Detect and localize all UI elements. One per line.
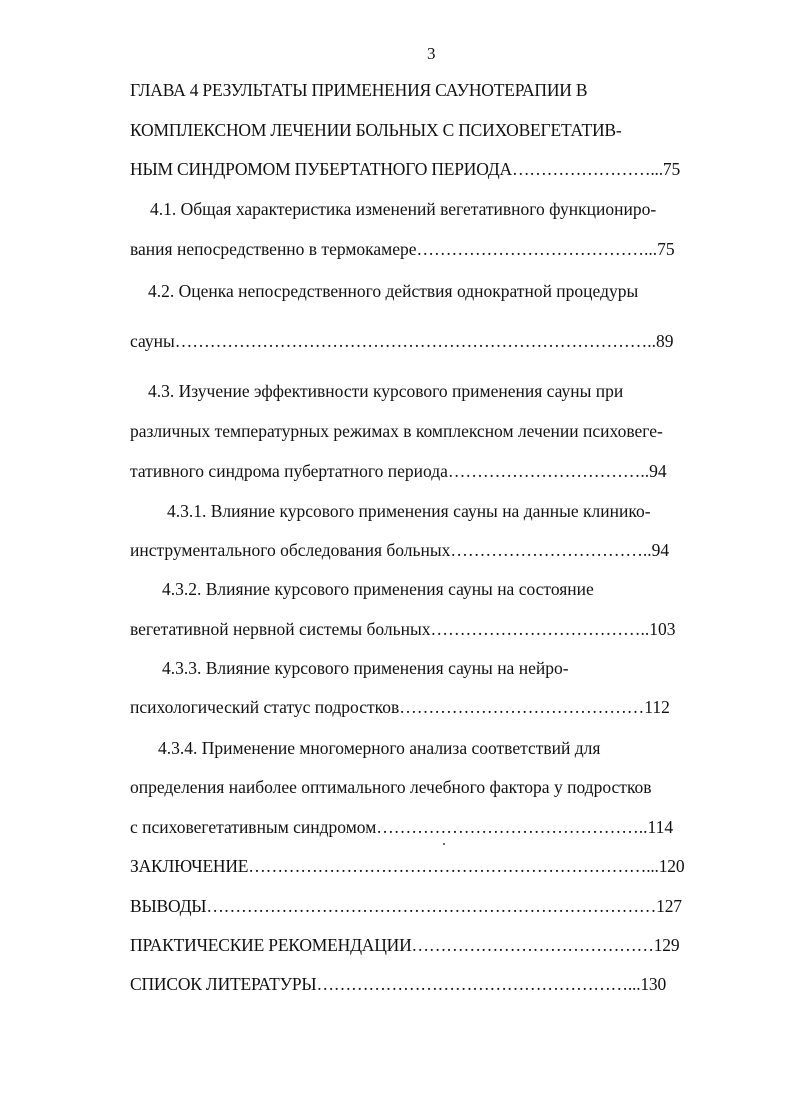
toc-4-3-line3: тативного синдрома пубертатного периода……………………………..94 — [130, 461, 667, 481]
toc-4-3-2-line1: 4.3.2. Влияние курсового применения сауны на состояние — [162, 579, 594, 599]
toc-4-3-4-line3: с психовегетативным синдромом………………………………………..114 — [130, 817, 674, 837]
toc-findings: ВЫВОДЫ……………………………………………………………………127 — [130, 896, 682, 916]
toc-4-3-line2: различных температурных режимах в комплексном лечении психовеге- — [130, 421, 663, 441]
toc-chapter4-title-line2: КОМПЛЕКСНОМ ЛЕЧЕНИИ БОЛЬНЫХ С ПСИХОВЕГЕТАТИВ- — [130, 120, 622, 140]
toc-4-3-3-line2: психологический статус подростков……………………………………112 — [130, 697, 670, 717]
scan-speck — [443, 843, 445, 845]
toc-4-3-1-line2: инструментального обследования больных……………………………..94 — [130, 540, 670, 560]
toc-4-1-line1: 4.1. Общая характеристика изменений вегетативного функциониро- — [150, 199, 657, 219]
toc-4-3-3-line1: 4.3.3. Влияние курсового применения сауны на нейро- — [162, 658, 569, 678]
toc-chapter4-title-line3: НЫМ СИНДРОМОМ ПУБЕРТАТНОГО ПЕРИОДА……………………...75 — [130, 159, 680, 179]
toc-4-3-4-line1: 4.3.4. Применение многомерного анализа соответствий для — [158, 738, 601, 758]
page-number: 3 — [427, 44, 436, 63]
toc-4-2-line1: 4.2. Оценка непосредственного действия однократной процедуры — [148, 281, 639, 301]
toc-references: СПИСОК ЛИТЕРАТУРЫ………………………………………………...130 — [130, 974, 667, 994]
toc-4-2-line2: сауны………………………………………………………………………..89 — [130, 331, 674, 351]
toc-4-3-2-line2: вегетативной нервной системы больных………………………………..103 — [130, 619, 676, 639]
toc-chapter4-title-line1: ГЛАВА 4 РЕЗУЛЬТАТЫ ПРИМЕНЕНИЯ САУНОТЕРАПИИ В — [130, 80, 588, 100]
toc-4-3-line1: 4.3. Изучение эффективности курсового применения сауны при — [148, 381, 624, 401]
toc-4-1-line2: вания непосредственно в термокамере…………………………………...75 — [130, 239, 675, 259]
toc-4-3-1-line1: 4.3.1. Влияние курсового применения сауны на данные клинико- — [167, 501, 651, 521]
toc-4-3-4-line2: определения наиболее оптимального лечебного фактора у подростков — [130, 777, 652, 797]
toc-practical-recommendations: ПРАКТИЧЕСКИЕ РЕКОМЕНДАЦИИ……………………………………129 — [130, 935, 680, 955]
toc-conclusion: ЗАКЛЮЧЕНИЕ……………………………………………………………...120 — [130, 856, 685, 876]
